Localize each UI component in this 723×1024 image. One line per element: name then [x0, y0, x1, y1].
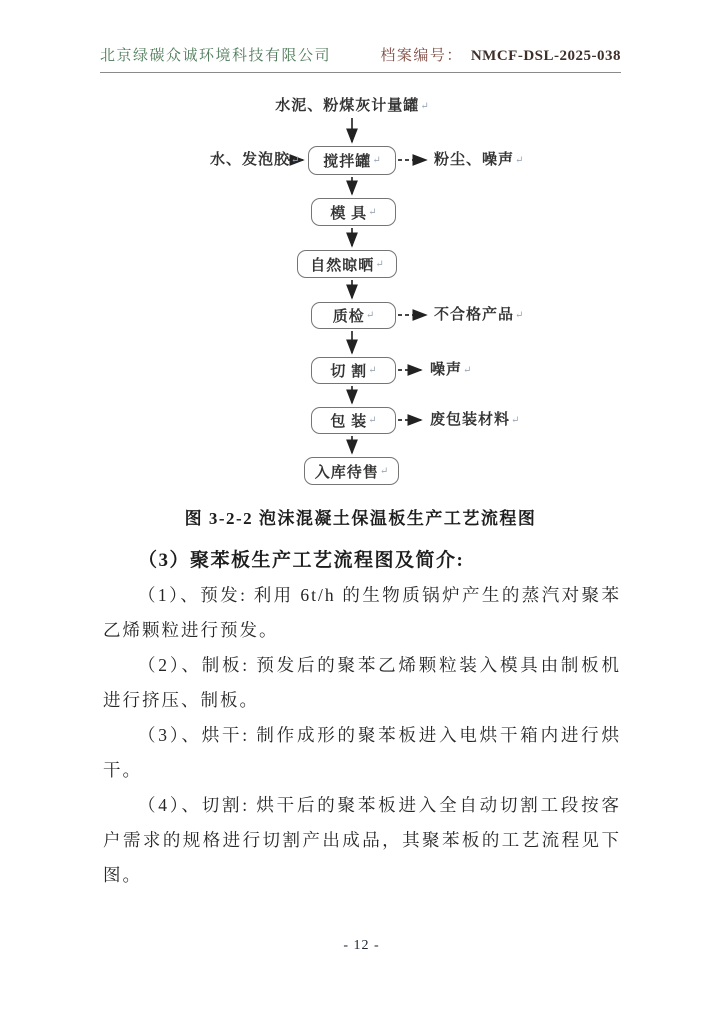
flow-input-cement: 水泥、粉煤灰计量罐↵ [275, 98, 429, 114]
return-mark-icon: ↵ [463, 365, 472, 376]
return-mark-icon: ↵ [368, 415, 377, 426]
flow-step-warehouse: 入库待售 ↵ [304, 457, 399, 485]
return-mark-icon: ↵ [515, 310, 524, 321]
return-mark-icon: ↵ [375, 258, 384, 270]
paragraph-board-making: （2）、制板: 预发后的聚苯乙烯颗粒装入模具由制板机进行挤压、制板。 [103, 655, 621, 710]
archive-number: NMCF-DSL-2025-038 [470, 48, 621, 64]
archive-label: 档案编号： [380, 48, 463, 64]
process-flowchart [0, 76, 723, 488]
return-mark-icon: ↵ [368, 206, 377, 218]
figure-caption: 图 3-2-2 泡沫混凝土保温板生产工艺流程图 [184, 509, 537, 528]
flow-step-natural-drying: 自然晾晒 ↵ [297, 250, 397, 278]
section-heading: （3）聚苯板生产工艺流程图及简介: [138, 550, 465, 571]
flow-step-quality-check: 质检 ↵ [311, 302, 396, 329]
flow-step-cutting: 切 割 ↵ [311, 357, 396, 384]
page-header [100, 0, 621, 73]
return-mark-icon: ↵ [420, 101, 429, 112]
flow-input-water-foam: 水、发泡胶↵ [210, 152, 300, 168]
paragraph-drying: （3）、烘干: 制作成形的聚苯板进入电烘干箱内进行烘干。 [103, 725, 621, 780]
return-mark-icon: ↵ [515, 155, 524, 166]
paragraph-cutting: （4）、切割: 烘干后的聚苯板进入全自动切割工段按客户需求的规格进行切割产出成品，其聚苯板的工艺流程见下图。 [103, 795, 621, 885]
flow-step-mold: 模 具 ↵ [311, 198, 396, 226]
flow-output-rejects: 不合格产品↵ [434, 307, 524, 323]
paragraph-pre-expansion: （1）、预发: 利用 6t/h 的生物质锅炉产生的蒸汽对聚苯乙烯颗粒进行预发。 [103, 585, 621, 640]
flow-step-packaging: 包 装 ↵ [311, 407, 396, 434]
return-mark-icon: ↵ [379, 465, 389, 477]
company-name: 北京绿碳众诚环境科技有限公司 [100, 48, 332, 64]
page-number: - 12 - [343, 938, 380, 953]
return-mark-icon: ↵ [368, 365, 377, 376]
body-text [103, 578, 621, 893]
flow-output-waste-packaging: 废包装材料↵ [430, 412, 520, 428]
archive-number-field [380, 44, 621, 65]
return-mark-icon: ↵ [511, 415, 520, 426]
return-mark-icon: ↵ [291, 155, 300, 166]
flow-output-noise: 噪声↵ [430, 362, 472, 378]
return-mark-icon: ↵ [372, 155, 381, 166]
flow-output-dust-noise: 粉尘、噪声↵ [434, 152, 524, 168]
return-mark-icon: ↵ [365, 310, 375, 321]
flow-step-mixing-tank: 搅拌罐 ↵ [308, 146, 396, 175]
